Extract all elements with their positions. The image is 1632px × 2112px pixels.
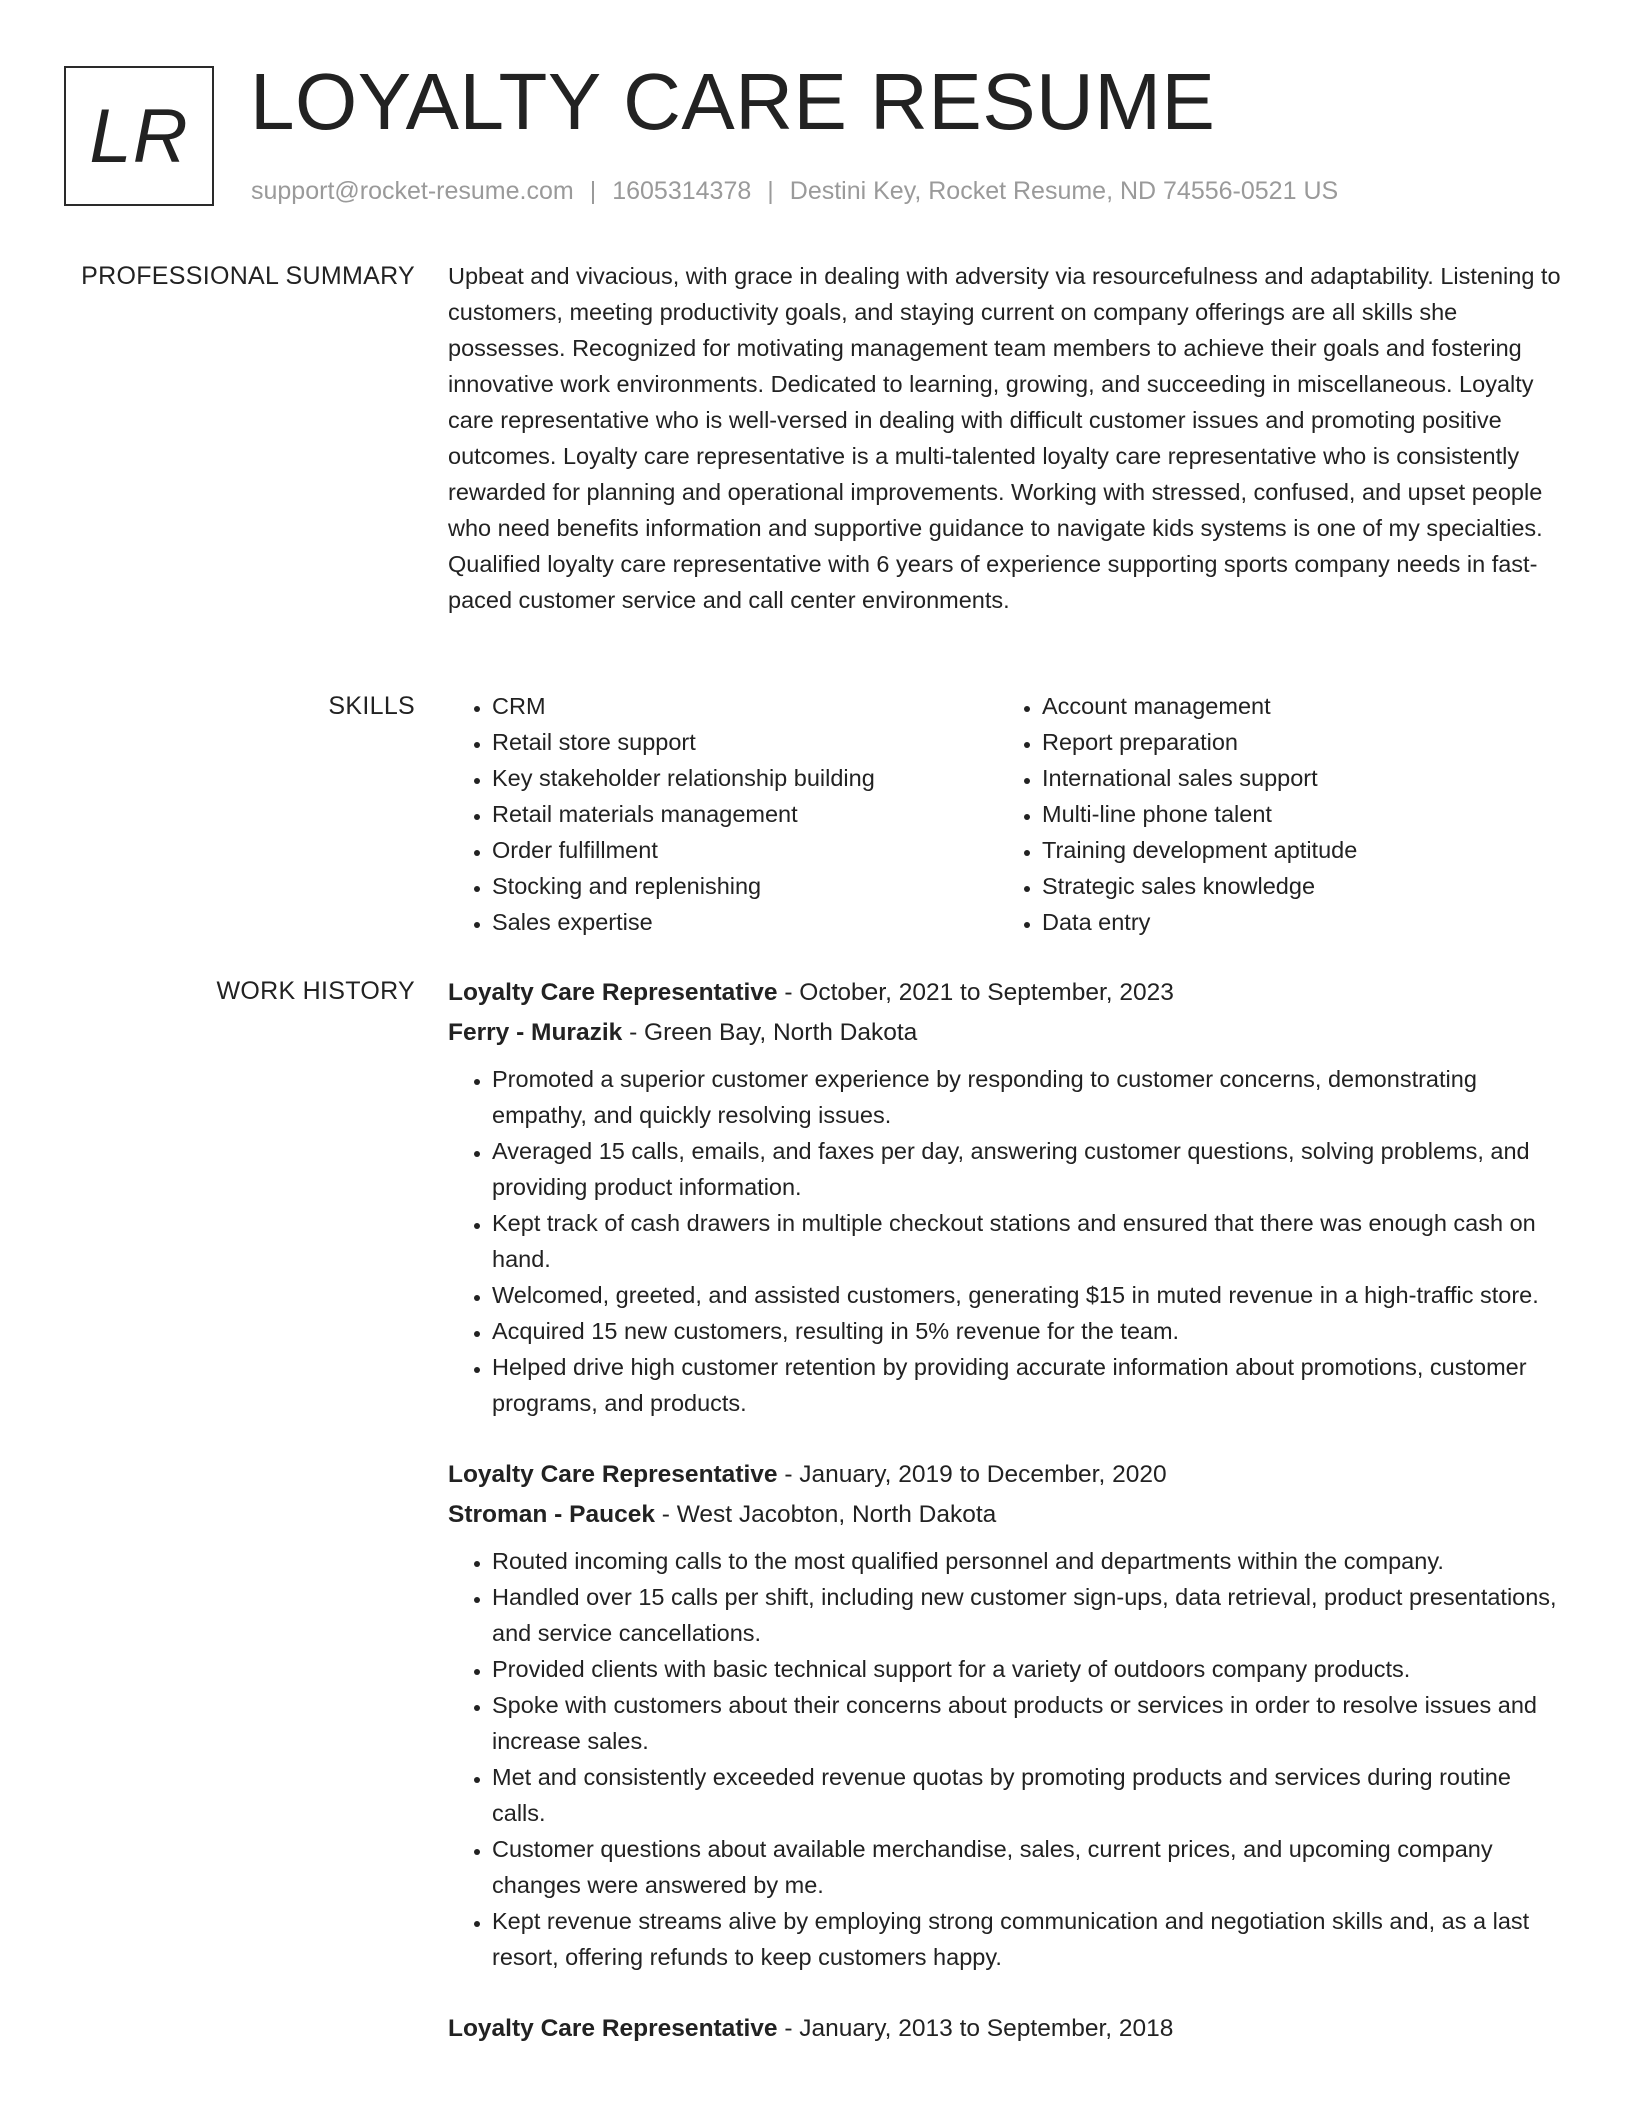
contact-separator: | (589, 177, 597, 205)
job-bullet: • Kept revenue streams alive by employing strong communication and negotiation skills and, as a last resort, offering refunds to keep customers happy. (492, 1903, 1568, 1975)
job-bullet: • Customer questions about available merchandise, sales, current prices, and upcoming company changes were answered by me. (492, 1831, 1568, 1903)
contact-email: support@rocket-resume.com (251, 177, 574, 205)
job-company: Stroman - Paucek (448, 1501, 655, 1528)
skill-item: • Report preparation (1042, 724, 1548, 760)
job-dates: - January, 2013 to September, 2018 (777, 2015, 1174, 2042)
job-entry (448, 2009, 1568, 2049)
job-title-line (448, 973, 1568, 1013)
skill-item: • Strategic sales knowledge (1042, 868, 1548, 904)
resume-title: LOYALTY CARE RESUME (250, 57, 1216, 146)
job-title: Loyalty Care Representative (448, 1461, 778, 1488)
work-history-body (448, 973, 1568, 2083)
job-bullet: • Spoke with customers about their concerns about products or services in order to resolve issues and increase sales. (492, 1687, 1568, 1759)
job-dates: - January, 2019 to December, 2020 (777, 1461, 1167, 1488)
skill-item: • Multi-line phone talent (1042, 796, 1548, 832)
monogram-text: LR (89, 93, 189, 179)
job-bullet: • Helped drive high customer retention by providing accurate information about promotions, customer programs, and products. (492, 1349, 1568, 1421)
job-dates: - October, 2021 to September, 2023 (777, 979, 1174, 1006)
job-bullet: • Kept track of cash drawers in multiple checkout stations and ensured that there was enough cash on hand. (492, 1205, 1568, 1277)
job-title: Loyalty Care Representative (448, 2015, 778, 2042)
job-location: - West Jacobton, North Dakota (654, 1501, 997, 1528)
job-bullet: • Acquired 15 new customers, resulting in 5% revenue for the team. (492, 1313, 1568, 1349)
job-title-line (448, 2009, 1568, 2049)
skills-list-right (998, 688, 1548, 940)
job-bullet: • Provided clients with basic technical support for a variety of outdoors company products. (492, 1651, 1568, 1687)
job-bullet: • Welcomed, greeted, and assisted customers, generating $15 in muted revenue in a high-traffic store. (492, 1277, 1568, 1313)
skill-item: • Account management (1042, 688, 1548, 724)
job-bullet: • Promoted a superior customer experience by responding to customer concerns, demonstrating empathy, and quickly resolving issues. (492, 1061, 1568, 1133)
skills-list-left (448, 688, 998, 940)
skill-item: • Key stakeholder relationship building (492, 760, 998, 796)
job-company-line (448, 1013, 1568, 1053)
skills-grid (448, 688, 1568, 940)
job-bullet-list (448, 1061, 1568, 1421)
contact-separator: | (767, 177, 774, 205)
job-location: - Green Bay, North Dakota (622, 1019, 918, 1046)
skills-heading: SKILLS (328, 692, 415, 720)
work-history-heading: WORK HISTORY (216, 977, 415, 1005)
contact-phone: 1605314378 (612, 177, 752, 205)
skill-item: • Training development aptitude (1042, 832, 1548, 868)
contact-line (251, 174, 1338, 208)
job-title: Loyalty Care Representative (448, 979, 778, 1006)
summary-body (448, 258, 1568, 618)
job-bullet: • Met and consistently exceeded revenue quotas by promoting products and services during routine calls. (492, 1759, 1568, 1831)
summary-text: Upbeat and vivacious, with grace in dealing with adversity via resourcefulness and adaptability. Listening to customers, meeting productivity goals, and staying current on company offerings are all skills she possesses. Recognized for motivating management team members to achieve their goals and fostering innovative work environments. Dedicated to learning, growing, and succeeding in miscellaneous. Loyalty care representative who is well-versed in dealing with difficult customer issues and promoting positive outcomes. Loyalty care representative is a multi-talented loyalty care representative who is consistently rewarded for planning and operational improvements. Working with stressed, confused, and upset people who need benefits information and supportive guidance to navigate kids systems is one of my specialties. Qualified loyalty care representative with 6 years of experience supporting sports company needs in fast-paced customer service and call center environments. (448, 263, 1561, 613)
skill-item: • Retail store support (492, 724, 998, 760)
summary-heading: PROFESSIONAL SUMMARY (81, 262, 415, 290)
job-entry (448, 1455, 1568, 1975)
skills-body (448, 688, 1568, 940)
job-company: Ferry - Murazik (448, 1019, 623, 1046)
job-company-line (448, 1495, 1568, 1535)
skill-item: • CRM (492, 688, 998, 724)
job-title-line (448, 1455, 1568, 1495)
skill-item: • Order fulfillment (492, 832, 998, 868)
skill-item: • Data entry (1042, 904, 1548, 940)
skill-item: • Retail materials management (492, 796, 998, 832)
job-bullet: • Handled over 15 calls per shift, including new customer sign-ups, data retrieval, product presentations, and service cancellations. (492, 1579, 1568, 1651)
contact-address: Destini Key, Rocket Resume, ND 74556-0521 US (789, 177, 1339, 205)
job-bullet: • Routed incoming calls to the most qualified personnel and departments within the company. (492, 1543, 1568, 1579)
job-bullet-list (448, 1543, 1568, 1975)
monogram-logo (64, 66, 214, 206)
skill-item: • Stocking and replenishing (492, 868, 998, 904)
job-entry (448, 973, 1568, 1421)
job-bullet: • Averaged 15 calls, emails, and faxes per day, answering customer questions, solving problems, and providing product information. (492, 1133, 1568, 1205)
skill-item: • International sales support (1042, 760, 1548, 796)
skill-item: • Sales expertise (492, 904, 998, 940)
